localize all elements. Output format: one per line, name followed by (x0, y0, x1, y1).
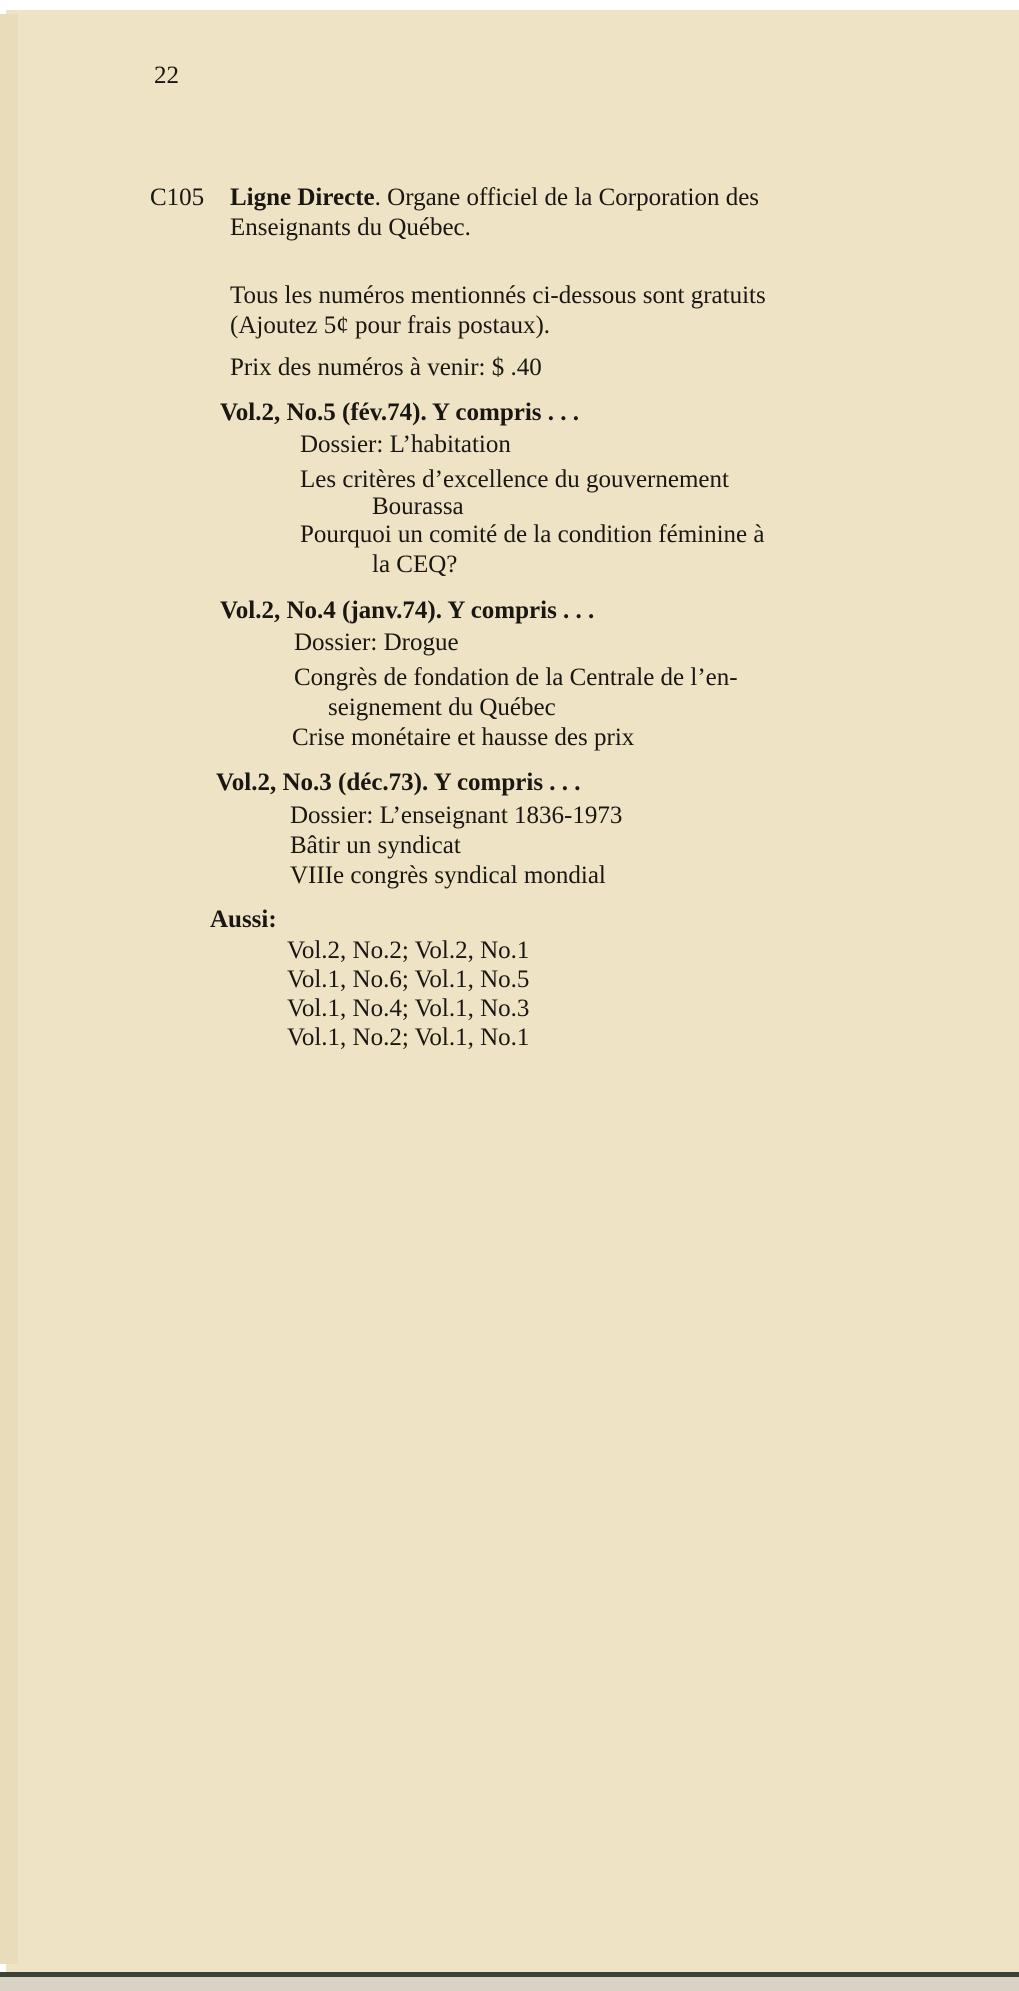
issue-item: Les critères d’excellence du gouvernement (300, 466, 729, 493)
issue-item: Bâtir un syndicat (290, 832, 461, 859)
entry-code: C105 (150, 184, 205, 211)
aussi-line: Vol.1, No.6; Vol.1, No.5 (287, 966, 530, 993)
issue-heading: Vol.2, No.4 (janv.74). Y compris . . . (220, 597, 595, 624)
aussi-line: Vol.1, No.2; Vol.1, No.1 (287, 1024, 530, 1051)
issue-item: Crise monétaire et hausse des prix (292, 724, 635, 751)
page-number: 22 (154, 62, 179, 89)
issue-item-continuation: Bourassa (372, 493, 464, 520)
aussi-label: Aussi: (210, 906, 277, 933)
page-fold (0, 14, 18, 1964)
entry-description-1: . Organe officiel de la Corporation des (374, 184, 760, 211)
issue-item: Congrès de fondation de la Centrale de l’en- (294, 664, 738, 691)
scan-background (0, 1977, 1019, 1991)
issue-item-continuation: seignement du Québec (328, 694, 556, 721)
issue-item-continuation: la CEQ? (372, 551, 458, 578)
note-line-2: (Ajoutez 5¢ pour frais postaux). (230, 312, 551, 339)
entry-description-2: Enseignants du Québec. (230, 214, 471, 241)
aussi-line: Vol.1, No.4; Vol.1, No.3 (287, 995, 530, 1022)
entry-title: Ligne Directe (230, 184, 375, 211)
price-line: Prix des numéros à venir: $ .40 (230, 354, 542, 381)
issue-item: Dossier: Drogue (294, 629, 459, 656)
issue-item: Dossier: L’habitation (300, 431, 511, 458)
issue-heading: Vol.2, No.3 (déc.73). Y compris . . . (216, 769, 581, 796)
aussi-line: Vol.2, No.2; Vol.2, No.1 (287, 937, 530, 964)
note-line-1: Tous les numéros mentionnés ci-dessous sont gratuits (230, 282, 766, 309)
issue-item: VIIIe congrès syndical mondial (290, 862, 606, 889)
issue-item: Pourquoi un comité de la condition féminine à (300, 521, 765, 548)
issue-item: Dossier: L’enseignant 1836-1973 (290, 802, 623, 829)
entry-title-line (230, 185, 759, 210)
issue-heading: Vol.2, No.5 (fév.74). Y compris . . . (220, 399, 579, 426)
